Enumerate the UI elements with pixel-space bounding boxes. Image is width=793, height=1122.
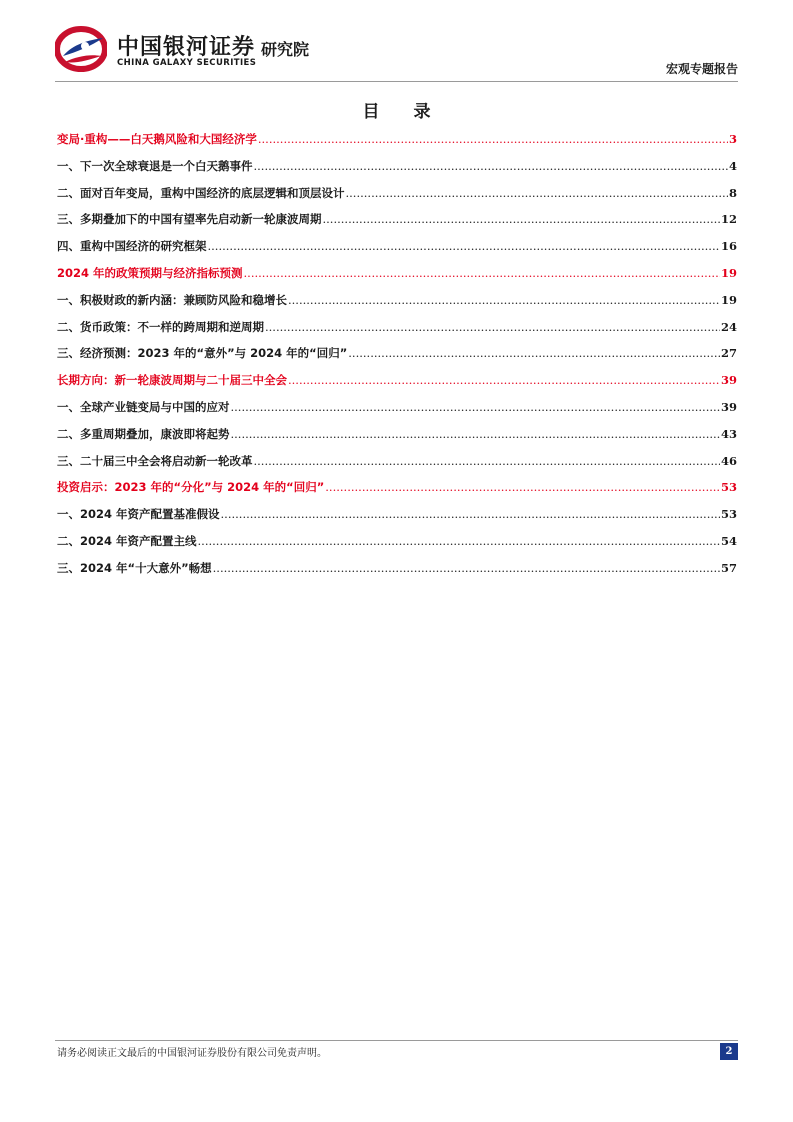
toc-entry-page: 16 [720, 239, 737, 254]
toc-dot-leader [231, 397, 720, 417]
toc-subsection-link[interactable] [57, 317, 737, 344]
toc-dot-leader [231, 424, 720, 444]
toc-entry-page: 39 [720, 373, 737, 388]
toc-entry-page: 39 [720, 399, 737, 414]
toc-entry-label: 三、2024 年“十大意外”畅想 [57, 560, 212, 575]
toc-dot-leader [221, 504, 720, 524]
toc-entry-page: 54 [720, 533, 737, 548]
toc-entry-label: 三、二十届三中全会将启动新一轮改革 [57, 453, 253, 468]
logo-english-name: CHINA GALAXY SECURITIES [117, 58, 257, 68]
toc-entry-label: 二、面对百年变局，重构中国经济的底层逻辑和顶层设计 [57, 185, 345, 200]
report-type-label: 宏观专题报告 [665, 62, 738, 76]
toc-subsection-link[interactable] [57, 531, 737, 558]
toc-entry-label: 长期方向：新一轮康波周期与二十届三中全会 [57, 373, 287, 388]
toc-entry-label: 四、重构中国经济的研究框架 [57, 239, 207, 254]
toc-title: 目 录 [362, 102, 445, 122]
footer-divider [55, 1040, 738, 1041]
toc-dot-leader [254, 451, 720, 471]
toc-dot-leader [348, 343, 720, 363]
toc-dot-leader [254, 156, 728, 176]
toc-section-link[interactable] [57, 263, 737, 290]
toc-entry-page: 3 [728, 132, 737, 146]
toc-entry-page: 24 [720, 319, 737, 334]
toc-subsection-link[interactable] [57, 424, 737, 451]
toc-dot-leader [288, 370, 720, 390]
toc-dot-leader [198, 531, 720, 551]
toc-subsection-link[interactable] [57, 183, 737, 210]
toc-dot-leader [323, 209, 720, 229]
page-number-badge: 2 [720, 1043, 738, 1060]
toc-entry-page: 57 [720, 560, 737, 575]
toc-entry-label: 一、全球产业链变局与中国的应对 [57, 399, 230, 414]
toc-entry-label: 一、积极财政的新内涵：兼顾防风险和稳增长 [57, 292, 287, 307]
footer-disclaimer: 请务必阅读正文最后的中国银河证券股份有限公司免责声明。 [57, 1048, 327, 1059]
toc-subsection-link[interactable] [57, 397, 737, 424]
toc-section-link[interactable] [57, 477, 737, 504]
toc-dot-leader [258, 129, 728, 149]
toc-subsection-link[interactable] [57, 156, 737, 183]
toc-subsection-link[interactable] [57, 343, 737, 370]
toc-entry-page: 46 [720, 453, 737, 468]
toc-dot-leader [288, 290, 720, 310]
toc-entry-label: 三、多期叠加下的中国有望率先启动新一轮康波周期 [57, 212, 322, 227]
toc-dot-leader [244, 263, 720, 283]
toc-dot-leader [208, 236, 720, 256]
toc-entry-label: 投资启示：2023 年的“分化”与 2024 年的“回归” [57, 480, 325, 495]
header-divider [55, 81, 738, 82]
toc-dot-leader [346, 183, 728, 203]
toc-subsection-link[interactable] [57, 504, 737, 531]
table-of-contents [57, 129, 737, 585]
toc-entry-label: 二、多重周期叠加，康波即将起势 [57, 426, 230, 441]
toc-dot-leader [265, 317, 720, 337]
toc-entry-page: 19 [720, 265, 737, 280]
toc-entry-page: 19 [720, 292, 737, 307]
logo-chinese-name: 中国银河证券 [117, 35, 256, 60]
toc-subsection-link[interactable] [57, 451, 737, 478]
toc-entry-label: 三、经济预测：2023 年的“意外”与 2024 年的“回归” [57, 346, 348, 361]
toc-subsection-link[interactable] [57, 236, 737, 263]
toc-entry-page: 12 [720, 212, 737, 227]
toc-entry-page: 4 [728, 158, 737, 173]
toc-entry-page: 53 [720, 480, 737, 495]
toc-subsection-link[interactable] [57, 209, 737, 236]
page-header [55, 26, 738, 82]
toc-section-link[interactable] [57, 370, 737, 397]
toc-subsection-link[interactable] [57, 558, 737, 585]
toc-entry-label: 一、2024 年资产配置基准假设 [57, 507, 220, 522]
toc-entry-page: 27 [720, 346, 737, 361]
toc-entry-label: 一、下一次全球衰退是一个白天鹅事件 [57, 158, 253, 173]
toc-entry-label: 二、2024 年资产配置主线 [57, 533, 197, 548]
toc-entry-page: 8 [728, 185, 737, 200]
toc-dot-leader [325, 477, 720, 497]
toc-section-link[interactable] [57, 129, 737, 156]
toc-subsection-link[interactable] [57, 290, 737, 317]
toc-dot-leader [213, 558, 720, 578]
toc-entry-label: 二、货币政策：不一样的跨周期和逆周期 [57, 319, 264, 334]
toc-entry-label: 2024 年的政策预期与经济指标预测 [57, 265, 243, 280]
galaxy-logo-icon [55, 26, 107, 72]
toc-entry-page: 53 [720, 507, 737, 522]
institute-label: 研究院 [261, 40, 310, 59]
toc-entry-label: 变局·重构——白天鹅风险和大国经济学 [57, 132, 257, 146]
toc-entry-page: 43 [720, 426, 737, 441]
